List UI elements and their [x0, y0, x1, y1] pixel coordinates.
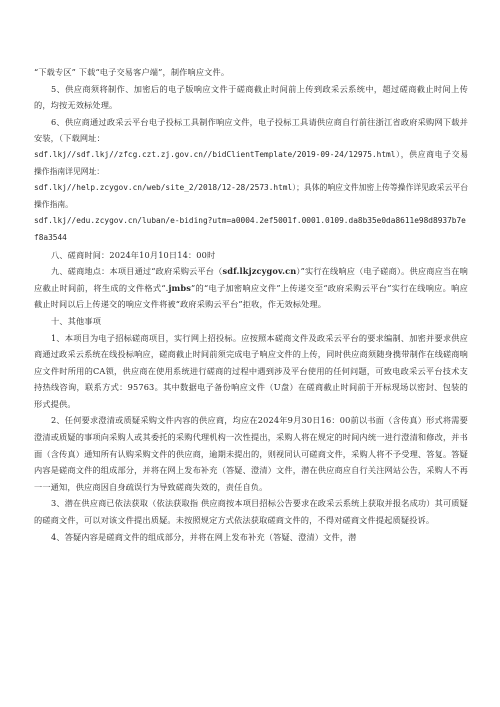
paragraph-other-item-2: 2、任何要求澄清或质疑采购文件内容的供应商，均应在2024年9月30日16：00前以书面（含传真）形式将需要澄清或质疑的事项向采购人或其委托的采购代理机构一次性提出，采购人将在规定的时间内统一进行澄清和修改，并书面（含传真）通知所有认购采购文件的供应商，逾期未提出的，则视同认可磋商文件，采购人将不予受理、答复。答疑内容是磋商文件的组成部分，并将在网上发布补充（答疑、澄清）文件，潜在供应商应自行关注网站公告，采购人不再一一通知，供应商因自身疏误行为导致磋商失效的，责任自负。 — [34, 415, 468, 492]
paragraph-item-5-upload: 5、供应商须将制作、加密后的电子版响应文件于磋商截止时间前上传到政采云系统中，超过磋商截止时间上传的，均按无效标处理。 — [34, 83, 468, 111]
section-9-text-e: ”的“电子加密响应文件”上传递交至“政府采购云平台”实行在线响应。响应截止时间以后上传递交的响应文件将被“政府采购云平台”拒收，作无效标处理。 — [34, 282, 468, 310]
paragraph-item-6-tool: 6、供应商通过政采云平台电子投标工具制作响应文件，电子投标工具请供应商自行前往浙江省政府采购网下载并安装，（下载网址： — [34, 116, 468, 144]
heading-section-8-time: 八、磋商时间：2024年10月10日14：00时 — [51, 249, 216, 260]
file-format-extension: jmbs — [168, 282, 191, 293]
paragraph-section-9-location — [34, 263, 468, 313]
url-help-guide: sdf.lkj//help.zcygov.cn/web/site_2/2018/12-28/2573.html）；具体的响应文件加密上传等操作详见政采云平台操作指南。 — [34, 183, 468, 209]
paragraph-download-client: “下载专区” 下载“电子交易客户端”，制作响应文件。 — [34, 67, 230, 77]
paragraph-other-item-3: 3、潜在供应商已依法获取（依法获取指 供应商按本项目招标公告要求在政采云系统上获取并报名成功）其可质疑的磋商文件，可以对该文件提出质疑。未按照规定方式依法获取磋商文件的，不得对磋商文件提起质疑投诉。 — [34, 498, 468, 526]
platform-domain: sdf.lkjzcygov.cn — [222, 266, 297, 277]
url-luban-edu: sdf.lkj//edu.zcygov.cn/luban/e-biding?utm=a0004.2ef5001f.0001.0109.da8b35e0da8611e98d8937b7ef8a3544 — [34, 216, 466, 242]
url-bid-client-template: sdf.lkj//sdf.lkj//zfcg.czt.zj.gov.cn//bidClientTemplate/2019-09-24/12975.html），供应商电子交易操作指南详见网址： — [34, 149, 468, 176]
heading-section-10-other: 十、其他事项 — [51, 315, 102, 326]
section-9-text-c: ）”实行在线响应（电子磋商）。供应商应当在响应截止时间前，将生成的文件格式“. — [34, 266, 468, 293]
section-9-text-a: 九、磋商地点：本项目通过“政府采购云平台（ — [51, 266, 223, 277]
document-page — [34, 64, 468, 545]
paragraph-other-item-1: 1、本项目为电子招标磋商项目，实行网上招投标。应按照本磋商文件及政采云平台的要求编制、加密并要求供应商通过政采云系统在线投标响应，磋商截止时间前须完成电子响应文件的上传，同时供应商须随身携带制作在线磋商响应文件时所用的CA锁，供应商在使用系统进行磋商的过程中遇到涉及平台使用的任何问题，可致电政采云平台技术支持热线咨询，联系方式：95763。其中数据电子备份响应文件（U盘）在磋商截止时间前于开标现场以密封、包装的形式提供。 — [34, 332, 468, 409]
paragraph-other-item-4: 4、答疑内容是磋商文件的组成部分，并将在网上发布补充（答疑、澄清）文件，潜 — [51, 531, 357, 542]
